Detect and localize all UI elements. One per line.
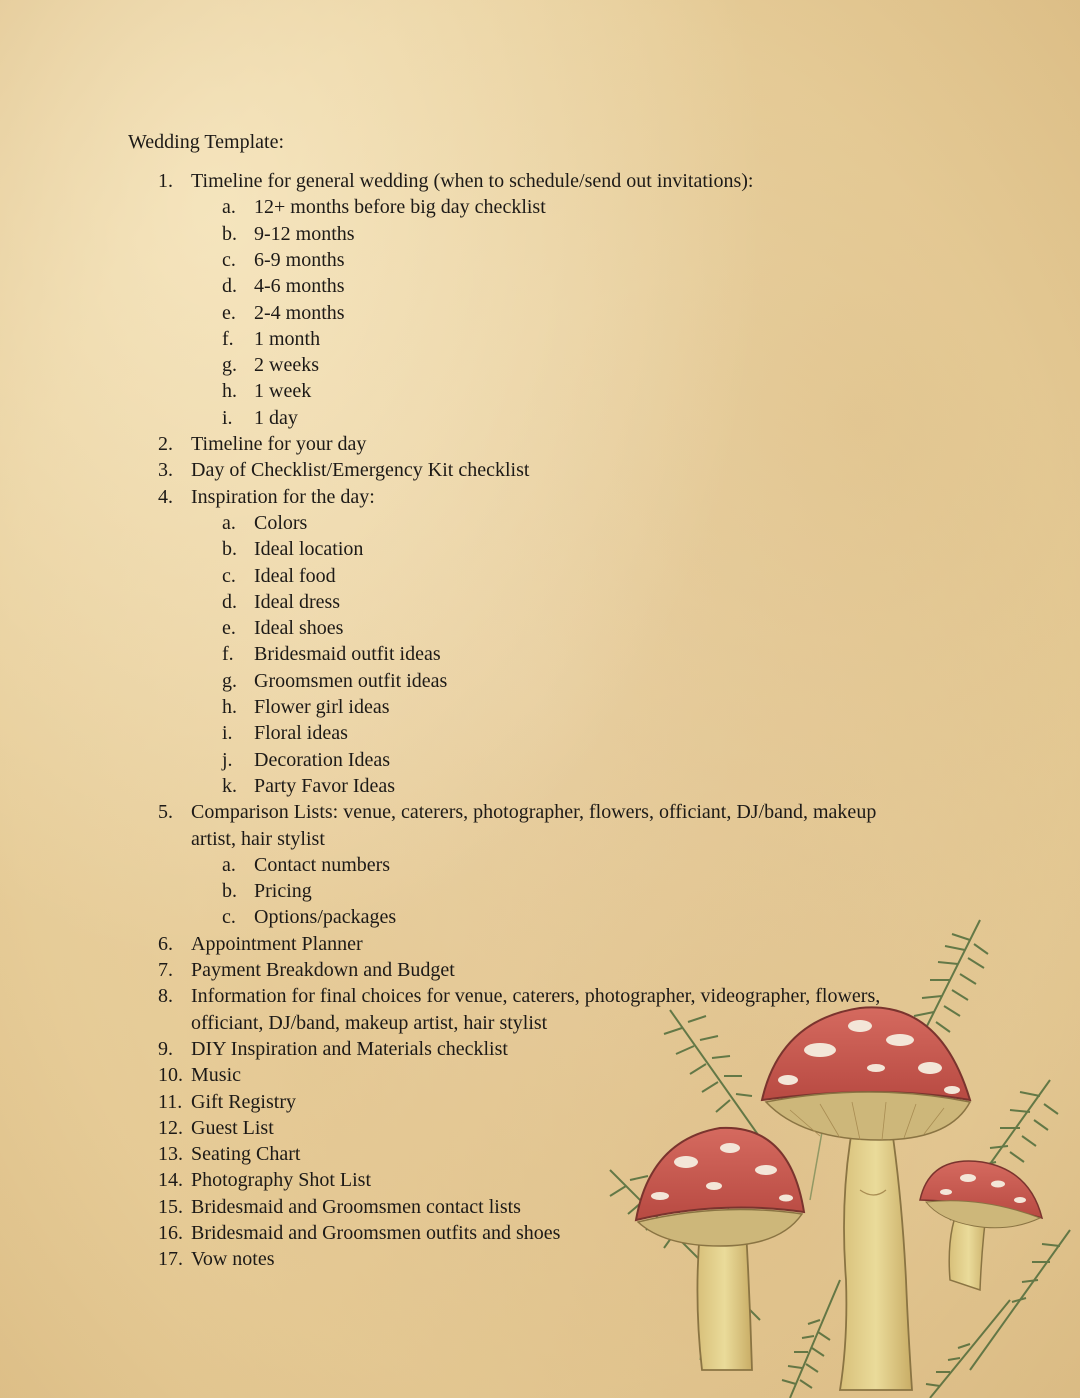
list-item-text: Vow notes — [191, 1248, 275, 1271]
sub-item-letter: e. — [222, 301, 236, 324]
list-item-number: 13. — [158, 1143, 183, 1166]
sub-item-text: Pricing — [254, 880, 312, 903]
sub-item-text: 12+ months before big day checklist — [254, 196, 546, 219]
sub-item-letter: a. — [222, 511, 236, 534]
sub-item-letter: h. — [222, 380, 237, 403]
sub-item-text: Groomsmen outfit ideas — [254, 669, 448, 692]
left-mushroom — [636, 1128, 804, 1370]
mushroom-illustration-icon — [590, 900, 1080, 1398]
list-item-number: 2. — [158, 433, 173, 455]
list-item-text: Bridesmaid and Groomsmen contact lists — [191, 1195, 521, 1218]
list-item-text: Guest List — [191, 1116, 274, 1139]
sub-item-text: Ideal food — [254, 564, 336, 587]
sub-item-text: 2-4 months — [254, 301, 345, 324]
sub-item-text: Ideal shoes — [254, 617, 344, 640]
sub-item-letter: c. — [222, 248, 236, 271]
sub-item-text: 4-6 months — [254, 275, 345, 298]
sub-item-letter: b. — [222, 222, 237, 245]
list-item-text: Seating Chart — [191, 1143, 301, 1166]
sub-item-letter: i. — [222, 722, 233, 745]
sub-item-letter: g. — [222, 354, 237, 377]
list-item-text-continued: officiant, DJ/band, makeup artist, hair stylist — [191, 1011, 548, 1034]
sub-item-text: Flower girl ideas — [254, 696, 390, 718]
list-item-number: 8. — [158, 985, 173, 1008]
sub-item-letter: b. — [222, 880, 237, 903]
sub-item-letter: g. — [222, 669, 237, 692]
sub-item-letter: a. — [222, 853, 236, 876]
sub-item-letter: c. — [222, 564, 236, 587]
list-item-text: Information for final choices for venue, caterers, photographer, videographer, flowers, — [191, 985, 881, 1008]
sub-item-text: 6-9 months — [254, 248, 345, 271]
list-item-number: 14. — [158, 1169, 183, 1192]
list-item-text: Gift Registry — [191, 1090, 296, 1113]
sub-item-text: Options/packages — [254, 906, 397, 929]
sub-item-letter: c. — [222, 906, 236, 929]
sub-item-text: 1 week — [254, 380, 312, 403]
sub-item-letter: k. — [222, 774, 237, 797]
list-item-text: Appointment Planner — [191, 932, 363, 955]
sub-item-text: Bridesmaid outfit ideas — [254, 643, 441, 666]
sub-item-letter: f. — [222, 327, 234, 350]
list-item-text: Music — [191, 1064, 241, 1087]
sub-item-letter: e. — [222, 617, 236, 640]
sub-item-letter: b. — [222, 538, 237, 561]
small-mushroom — [920, 1161, 1042, 1290]
list-item-number: 9. — [158, 1037, 173, 1060]
list-item-number: 3. — [158, 459, 173, 482]
list-item-number: 7. — [158, 959, 173, 981]
document-title: Wedding Template: — [128, 131, 285, 153]
sub-item-text: 9-12 months — [254, 222, 355, 245]
list-item-text: Timeline for your day — [191, 433, 367, 455]
list-item-number: 11. — [158, 1090, 183, 1113]
sub-item-text: Floral ideas — [254, 722, 348, 745]
sub-item-letter: d. — [222, 275, 237, 298]
list-item-text: Day of Checklist/Emergency Kit checklist — [191, 459, 530, 482]
sub-item-text: 1 day — [254, 406, 298, 429]
sub-item-text: Ideal dress — [254, 590, 341, 613]
list-item-number: 10. — [158, 1064, 183, 1087]
list-item-number: 15. — [158, 1195, 183, 1218]
sub-item-text: Ideal location — [254, 538, 364, 561]
list-item-text: Inspiration for the day: — [191, 485, 375, 508]
list-item-text: Payment Breakdown and Budget — [191, 959, 455, 981]
sub-item-text: Decoration Ideas — [254, 748, 391, 771]
list-item-number: 4. — [158, 485, 173, 508]
sub-item-letter: i. — [222, 406, 233, 429]
list-item-text: Timeline for general wedding (when to schedule/send out invitations): — [191, 170, 754, 192]
list-item-number: 12. — [158, 1116, 183, 1139]
list-item-text: Bridesmaid and Groomsmen outfits and shoes — [191, 1222, 561, 1244]
list-item-text-continued: artist, hair stylist — [191, 827, 325, 850]
list-item-text: DIY Inspiration and Materials checklist — [191, 1037, 508, 1060]
list-item-number: 16. — [158, 1222, 183, 1244]
list-item-number: 17. — [158, 1248, 183, 1271]
sub-item-letter: h. — [222, 696, 237, 718]
sub-item-letter: j. — [222, 748, 233, 771]
list-item-number: 1. — [158, 170, 173, 192]
sub-item-letter: a. — [222, 196, 236, 219]
list-item-text: Photography Shot List — [191, 1169, 372, 1192]
sub-item-text: 1 month — [254, 327, 321, 350]
sub-item-letter: d. — [222, 590, 237, 613]
sub-item-text: Colors — [254, 511, 308, 534]
list-item-number: 5. — [158, 801, 173, 824]
sub-item-text: Party Favor Ideas — [254, 774, 396, 797]
sub-item-text: Contact numbers — [254, 853, 391, 876]
sub-item-letter: f. — [222, 643, 234, 666]
sub-item-text: 2 weeks — [254, 354, 319, 377]
list-item-number: 6. — [158, 932, 173, 955]
list-item-text: Comparison Lists: venue, caterers, photographer, flowers, officiant, DJ/band, makeup — [191, 801, 877, 824]
